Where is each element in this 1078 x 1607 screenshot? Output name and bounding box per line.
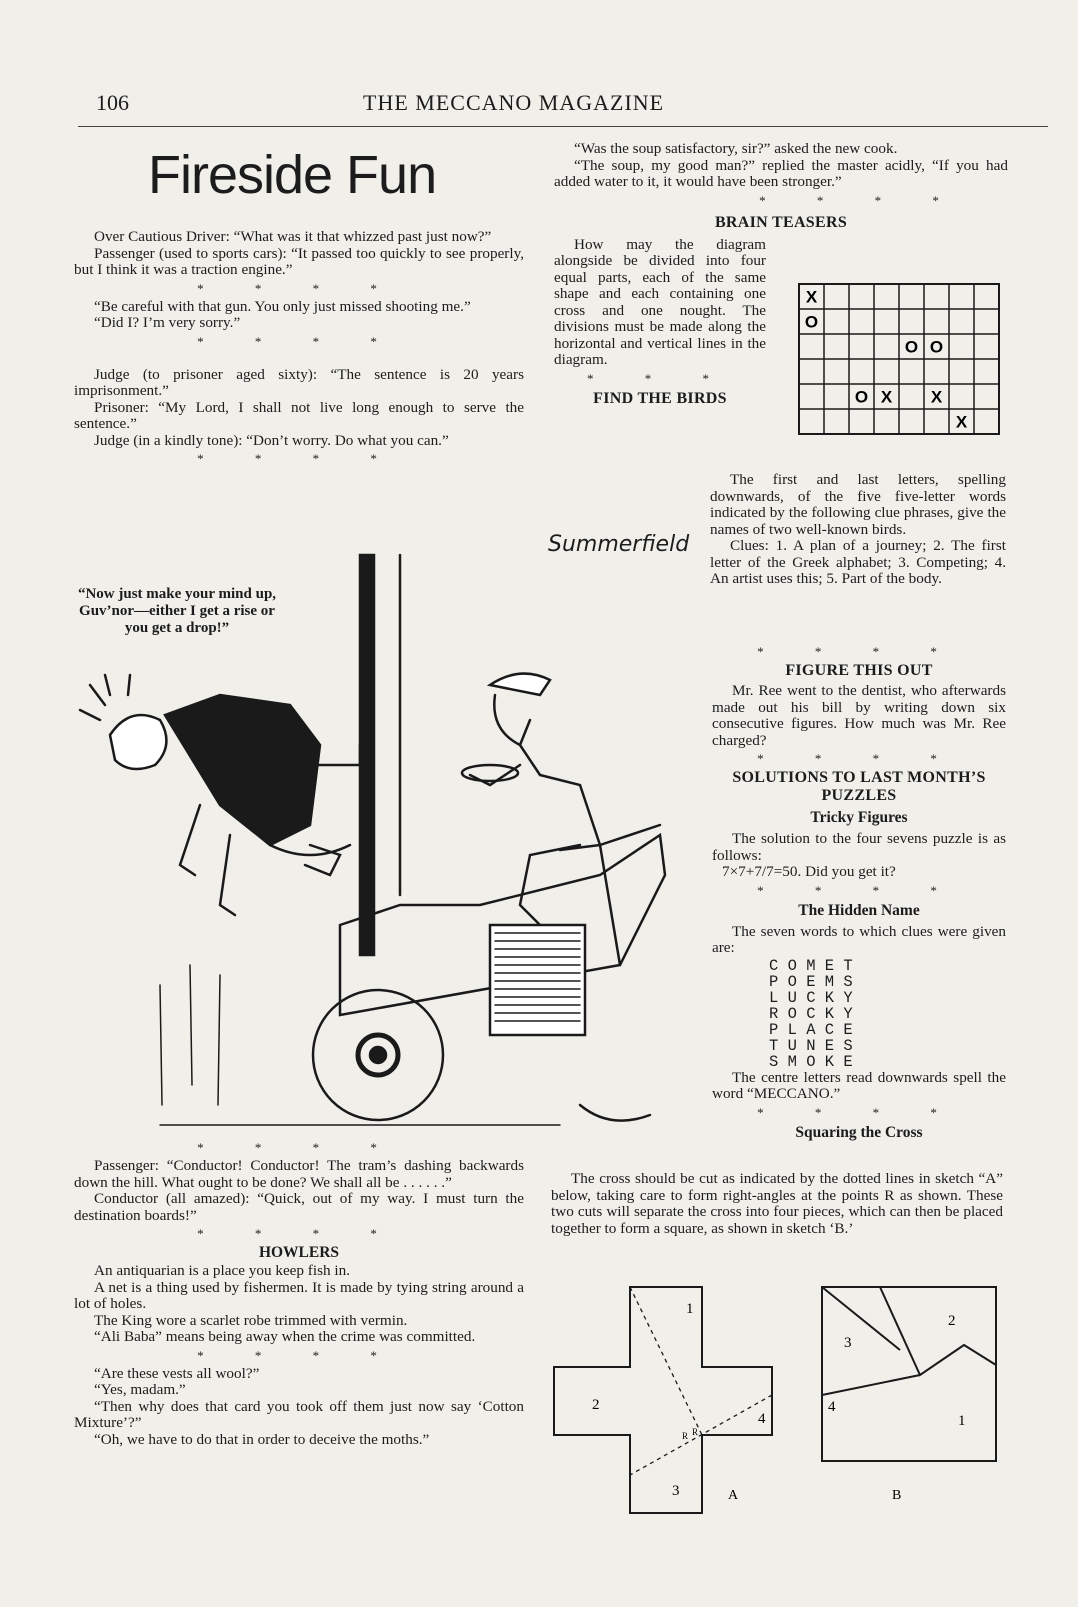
joke-line: “Are these vests all wool?” <box>94 1364 260 1382</box>
separator: * * * * <box>197 1140 401 1155</box>
squaring-cross-heading: Squaring the Cross <box>795 1123 923 1141</box>
howler-item: An antiquarian is a place you keep fish in. <box>94 1262 350 1279</box>
sketch-b-num: 3 <box>844 1335 852 1351</box>
joke-judge <box>74 367 524 450</box>
magazine-title: THE MECCANO MAGAZINE <box>363 90 665 115</box>
sketch-b-label: B <box>892 1488 902 1503</box>
find-birds-heading: FIND THE BIRDS <box>593 389 727 407</box>
grid-cross: X <box>955 412 968 432</box>
joke-cautious-driver <box>74 229 524 279</box>
birds-block <box>556 472 1006 642</box>
sketch-b-num: 4 <box>828 1399 836 1415</box>
joke-gun <box>74 299 524 332</box>
hidden-word: R O C K Y <box>769 1004 853 1023</box>
grid-cross: X <box>805 287 818 307</box>
figure-heading: FIGURE THIS OUT <box>785 662 933 679</box>
joke-line: “Be careful with that gun. You only just missed shooting me.” <box>94 297 471 315</box>
joke-line: “Yes, madam.” <box>94 1381 186 1398</box>
separator: * * * <box>587 370 733 386</box>
joke-line: Passenger (used to sports cars): “It passed too quickly to see properly, but I think it was a traction engine.” <box>74 244 524 278</box>
brain-teasers-heading: BRAIN TEASERS <box>714 213 848 231</box>
howlers-heading: HOWLERS <box>258 1244 340 1261</box>
howler-item: A net is a thing used by fishermen. It is made by tying string around a lot of holes. <box>74 1278 524 1312</box>
joke-line: “The soup, my good man?” replied the master acidly, “If you had added water to it, it would have been stronger.” <box>554 156 1008 190</box>
separator: * * * * <box>197 451 401 466</box>
sketch-a-num: 2 <box>592 1397 600 1413</box>
hidden-name-text: The seven words to which clues were given are: <box>712 922 1006 956</box>
joke-line: “Was the soup satisfactory, sir?” asked the new cook. <box>574 140 898 157</box>
grid-svg <box>797 282 1001 482</box>
joke-line: “Then why does that card you took off them just now say ‘Cotton Mixture’?” <box>74 1397 524 1431</box>
joke-tram <box>74 1158 524 1224</box>
separator: * * * * <box>197 280 401 296</box>
r-mark: R <box>692 1427 699 1437</box>
joke-line: Conductor (all amazed): “Quick, out of my way. I must turn the destination boards!” <box>74 1190 524 1224</box>
joke-line: Judge (in a kindly tone): “Don’t worry. Do what you can.” <box>94 431 449 449</box>
find-birds-text: The first and last letters, spelling downwards, of the five five-letter words indicated by the following clue phrases, give the names of two well-known birds. <box>710 471 1006 538</box>
right-column-middle <box>712 642 1006 1146</box>
float-spacer <box>556 472 710 642</box>
grid-cross: X <box>880 387 893 407</box>
hidden-name-heading: The Hidden Name <box>798 901 920 919</box>
left-column-lower <box>74 1138 524 1448</box>
sketch-a-num: 3 <box>672 1483 680 1499</box>
tricky-figures-heading: Tricky Figures <box>810 809 908 826</box>
hidden-word: T U N E S <box>769 1036 853 1055</box>
tricky-figures-formula: 7×7+7/7=50. Did you get it? <box>722 863 896 880</box>
squaring-cross-text: The cross should be cut as indicated by the dotted lines in sketch “A” below, taking care to form right-angles at the points R as shown. These two cuts will separate the cross into four pieces, which can then be placed together to form a square, as shown in sketch ‘B.’ <box>551 1170 1003 1237</box>
page-number: 106 <box>96 90 129 115</box>
grid-nought: O <box>929 337 944 357</box>
joke-soup <box>554 141 1008 191</box>
page-title: Fireside Fun <box>148 145 437 205</box>
artist-signature: Summerfield <box>548 532 690 557</box>
tricky-figures-text: The solution to the four sevens puzzle is as follows: <box>712 830 1006 864</box>
separator: * * * * <box>197 1347 401 1363</box>
sketch-a-num: 1 <box>686 1301 694 1317</box>
joke-line: Over Cautious Driver: “What was it that whizzed past just now?” <box>94 228 492 245</box>
hidden-words-list <box>769 958 1006 1070</box>
sketch-b <box>820 1285 1000 1517</box>
sketch-a <box>552 1285 774 1517</box>
separator: * * * * <box>759 192 963 208</box>
joke-line: Judge (to prisoner aged sixty): “The sentence is 20 years imprisonment.” <box>74 365 524 399</box>
hidden-name-conclusion: The centre letters read downwards spell the word “MECCANO.” <box>712 1068 1006 1102</box>
sketch-a-label: A <box>728 1488 739 1503</box>
figure-text: Mr. Ree went to the dentist, who afterwards made out his bill by writing down six consecutive figures. How much was Mr. Ree charged? <box>712 682 1006 749</box>
cartoon-caption: “Now just make your mind up, Guv’nor—either I get a rise or you get a drop!” <box>77 586 277 636</box>
separator: * * * * <box>757 751 961 766</box>
howlers-list <box>74 1263 524 1346</box>
sketch-b-num: 1 <box>958 1413 966 1429</box>
brain-teasers-text: How may the diagram alongside be divided into four equal parts, each of the same shape and each containing one cross and one nought. The divisions must be made along the horizontal and vertical lines in the diagram. <box>554 235 766 368</box>
grid-nought: O <box>904 337 919 357</box>
separator: * * * * <box>757 882 961 898</box>
cross-text-block <box>551 1171 1003 1237</box>
sketch-a-num: 4 <box>758 1411 766 1427</box>
separator: * * * * <box>757 644 961 659</box>
grid-cross: X <box>930 387 943 407</box>
r-mark: R <box>682 1431 689 1441</box>
page-header <box>78 86 1048 127</box>
sketch-b-num: 2 <box>948 1313 956 1329</box>
joke-vests <box>74 1366 524 1449</box>
find-birds-clues: Clues: 1. A plan of a journey; 2. The first letter of the Greek alphabet; 3. Competing; 4. An artist uses this; 5. Part of the body. <box>710 537 1006 587</box>
joke-line: Passenger: “Conductor! Conductor! The tram’s dashing backwards down the hill. What ought to be done? We shall all be . . . . . .” <box>74 1157 524 1191</box>
hidden-word: P O E M S <box>769 972 853 991</box>
hidden-word: C O M E T <box>769 956 853 975</box>
solutions-heading: SOLUTIONS TO LAST MONTH’S PUZZLES <box>732 769 986 804</box>
hidden-word: P L A C E <box>769 1020 853 1039</box>
grid-nought: O <box>804 312 819 332</box>
separator: * * * * <box>197 333 401 349</box>
brain-teaser-grid <box>797 282 1001 487</box>
joke-line: “Oh, we have to do that in order to deceive the moths.” <box>94 1430 430 1448</box>
howler-item: The King wore a scarlet robe trimmed with vermin. <box>94 1311 408 1329</box>
howler-item: “Ali Baba” means being away when the crime was committed. <box>94 1328 476 1345</box>
hidden-word: L U C K Y <box>769 988 853 1007</box>
grid-nought: O <box>854 387 869 407</box>
separator: * * * * <box>197 1226 401 1241</box>
separator: * * * * <box>757 1104 961 1120</box>
joke-line: Prisoner: “My Lord, I shall not live long enough to serve the sentence.” <box>74 398 524 432</box>
hidden-word: S M O K E <box>769 1052 853 1071</box>
left-column <box>74 140 524 469</box>
joke-line: “Did I? I’m very sorry.” <box>94 314 241 331</box>
